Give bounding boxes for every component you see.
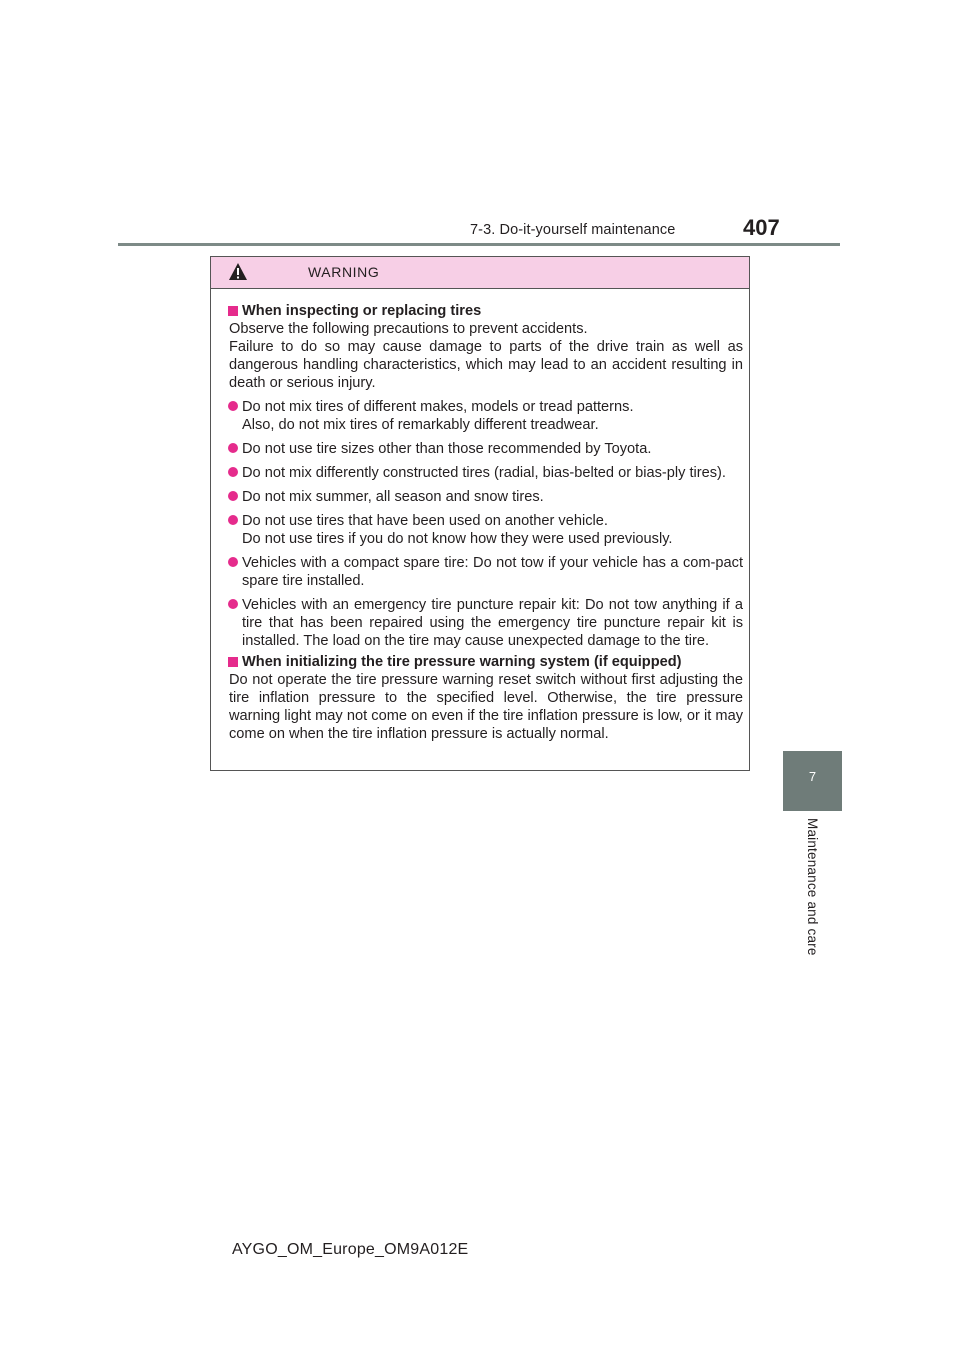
round-bullet-icon (228, 557, 238, 567)
round-bullet-icon (228, 401, 238, 411)
page-number: 407 (743, 215, 780, 240)
warning-header (211, 257, 749, 289)
list-item: Vehicles with a compact spare tire: Do not tow if your vehicle has a com-pact spare tire installed. (228, 554, 743, 590)
round-bullet-icon (228, 599, 238, 609)
warning-body (211, 289, 749, 743)
document-id: AYGO_OM_Europe_OM9A012E (232, 1241, 469, 1258)
list-item: Do not use tires that have been used on another vehicle. Do not use tires if you do not know how they were used previously. (228, 512, 743, 548)
square-bullet-icon (228, 306, 238, 316)
section-title: 7-3. Do-it-yourself maintenance (470, 222, 676, 238)
round-bullet-icon (228, 443, 238, 453)
warning-title: WARNING (308, 264, 380, 280)
section-paragraph: Observe the following precautions to prevent accidents. Failure to do so may cause damage to parts of the drive train as well as dangerous handling characteristics, which may lead to an accident resulting in death or serious injury. (229, 321, 743, 391)
list-item: Do not use tire sizes other than those recommended by Toyota. (228, 440, 743, 458)
round-bullet-icon (228, 491, 238, 501)
section-heading: When inspecting or replacing tires (228, 302, 743, 320)
list-item: Do not mix tires of different makes, models or tread patterns. Also, do not mix tires of remarkably different treadwear. (228, 398, 743, 434)
square-bullet-icon (228, 657, 238, 667)
chapter-number: 7 (808, 769, 817, 784)
list-item: Do not mix summer, all season and snow tires. (228, 488, 743, 506)
warning-triangle-icon (228, 262, 248, 282)
warning-box (210, 256, 750, 771)
list-item: Do not mix differently constructed tires (radial, bias-belted or bias-ply tires). (228, 464, 743, 482)
list-item: Vehicles with an emergency tire puncture repair kit: Do not tow anything if a tire that has been repaired using the emergency tire puncture repair kit is installed. The load on the tire may cause unexpected damage to the tire. (228, 596, 743, 650)
chapter-tab[interactable] (783, 751, 842, 811)
round-bullet-icon (228, 467, 238, 477)
section-heading: When initializing the tire pressure warning system (if equipped) (228, 653, 743, 671)
round-bullet-icon (228, 515, 238, 525)
chapter-title: Maintenance and care (805, 818, 820, 956)
header-divider (118, 243, 840, 246)
section-paragraph: Do not operate the tire pressure warning reset switch without first adjusting the tire inflation pressure to the specified level. Otherwise, the tire pressure warning light may not come on even if the tire inflation pressure is low, or it may come on when the tire inflation pressure is actually normal. (229, 672, 743, 742)
